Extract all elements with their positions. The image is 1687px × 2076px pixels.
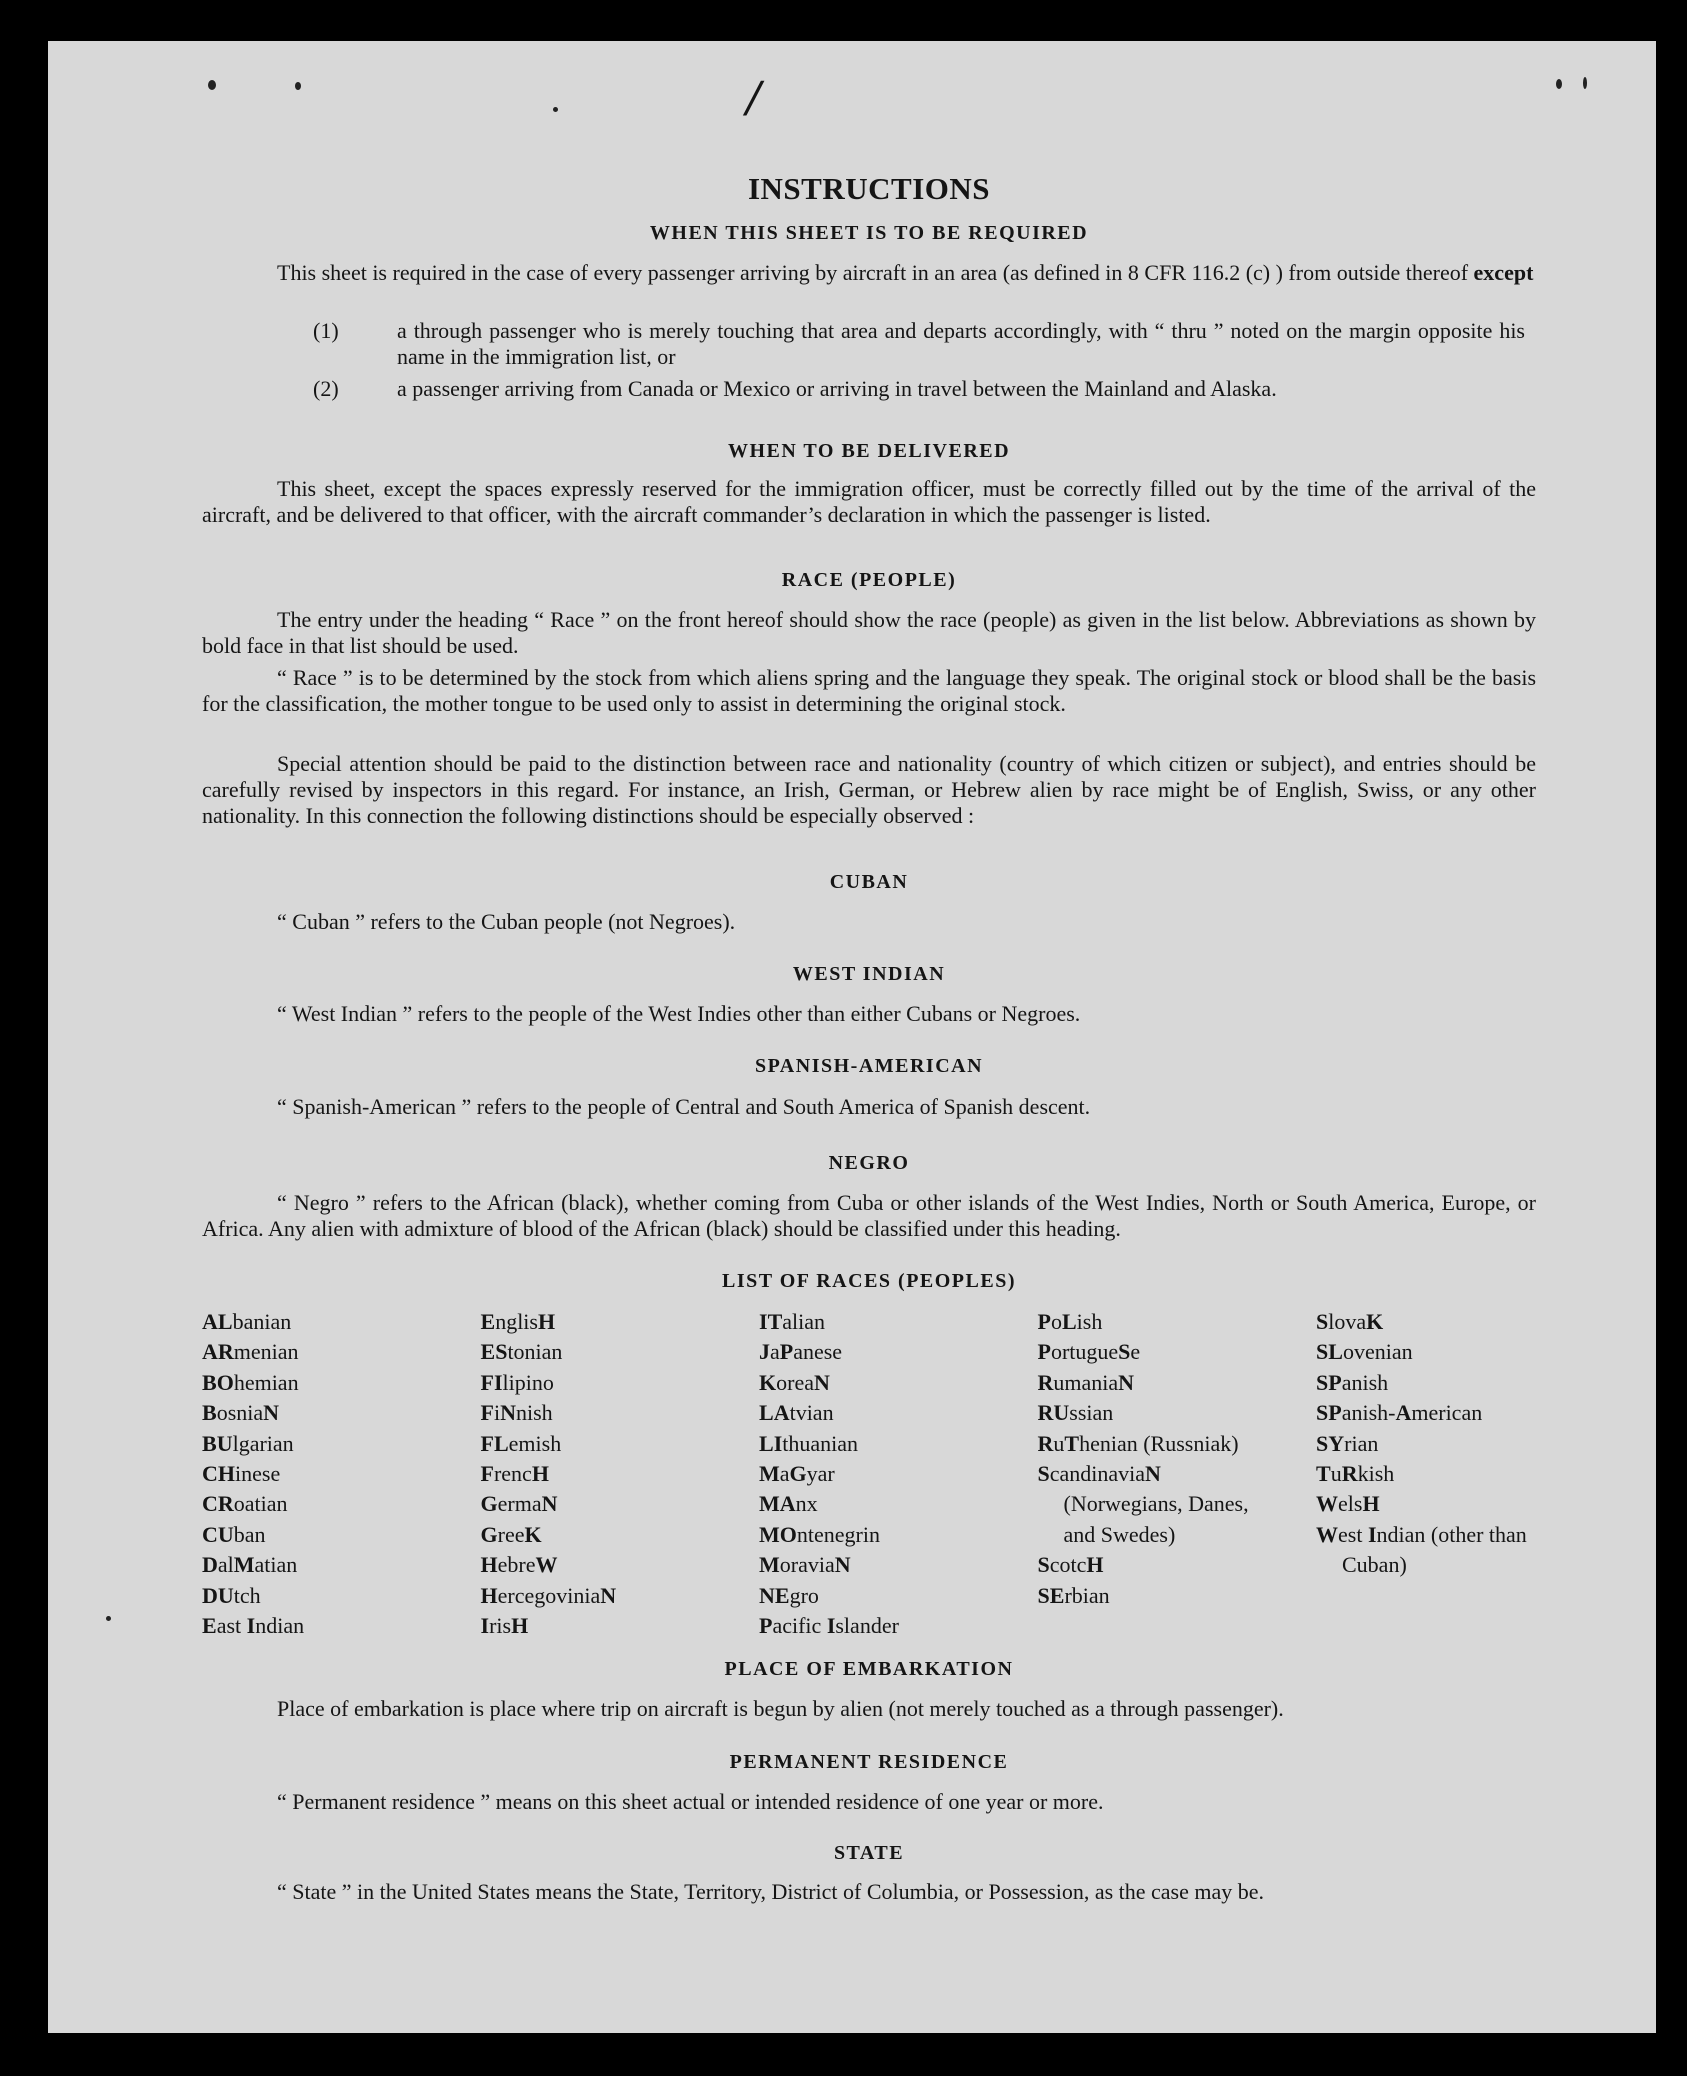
race-item: IrisH — [480, 1613, 529, 1639]
section-heading: WEST INDIAN — [792, 963, 946, 985]
race-item: RUssian — [1037, 1400, 1114, 1426]
race-item: FLemish — [480, 1430, 562, 1456]
race-item: FiNnish — [480, 1400, 553, 1426]
race-item: SPanish — [1316, 1369, 1389, 1395]
scan-speck — [553, 107, 558, 112]
race-item: MAnx — [759, 1491, 818, 1517]
race-item: WelsH — [1316, 1491, 1380, 1517]
section-paragraph: Place of embarkation is place where trip on aircraft is begun by alien (not merely touched as a through passenger). — [277, 1696, 1284, 1721]
section-paragraph: “ Race ” is to be determined by the stock from which aliens spring and the language they speak. The original stock or blood shall be the basis for the classification, the mother tongue to be used only to assist in determining the original stock. — [202, 665, 1536, 716]
section-heading: PERMANENT RESIDENCE — [729, 1751, 1009, 1773]
section-paragraph: “ West Indian ” refers to the people of the West Indies other than either Cubans or Negroes. — [277, 1001, 1081, 1026]
section-heading: STATE — [833, 1842, 905, 1864]
race-list — [202, 1307, 1532, 1641]
race-column — [1038, 1307, 1268, 1641]
race-item: KoreaN — [759, 1369, 830, 1395]
race-item: SlovaK — [1316, 1309, 1384, 1334]
section-paragraph: Special attention should be paid to the distinction between race and nationality (country of which citizen or subject), and entries should be carefully revised by inspectors in this regard. For instance, an Irish, German, or Hebrew alien by race might be of English, Swiss, or any other nationality. In this connection the following distinctions should be especially observed : — [202, 751, 1536, 828]
list-item-number: (2) — [313, 376, 339, 401]
scan-speck — [106, 1616, 111, 1621]
section-paragraph: “ State ” in the United States means the State, Territory, District of Columbia, or Possession, as the case may be. — [277, 1879, 1265, 1904]
race-item: ALbanian — [202, 1309, 292, 1334]
race-item: SYrian — [1316, 1430, 1379, 1456]
race-item: RumaniaN — [1037, 1369, 1135, 1395]
race-column — [759, 1307, 989, 1641]
race-item: West Indian (other than Cuban) — [1316, 1521, 1527, 1578]
section-heading: NEGRO — [828, 1152, 910, 1174]
list-item — [313, 318, 1525, 370]
race-item: EnglisH — [480, 1309, 556, 1334]
race-item: PortugueSe — [1037, 1339, 1141, 1365]
race-item: HebreW — [480, 1552, 558, 1578]
race-item: MaGyar — [759, 1461, 835, 1487]
scan-speck — [1556, 79, 1562, 89]
page-mark: / — [746, 70, 761, 127]
race-item: GreeK — [480, 1521, 542, 1547]
page-title: INSTRUCTIONS — [747, 171, 990, 206]
scan-speck — [208, 80, 216, 90]
race-item: ScandinaviaN (Norwegians, Danes, and Swedes) — [1037, 1461, 1249, 1547]
section-paragraph: “ Cuban ” refers to the Cuban people (not Negroes). — [277, 909, 736, 934]
race-item: MoraviaN — [759, 1552, 851, 1578]
section-paragraph: This sheet is required in the case of every passenger arriving by aircraft in an area (as defined in 8 CFR 116.2 (c) ) from outside thereof except — [277, 260, 1534, 285]
section-heading: WHEN TO BE DELIVERED — [727, 440, 1011, 462]
section-heading: WHEN THIS SHEET IS TO BE REQUIRED — [649, 222, 1089, 244]
section-paragraph: The entry under the heading “ Race ” on the front hereof should show the race (people) as given in the list below. Abbreviations as shown by bold face in that list should be used. — [202, 607, 1536, 658]
race-item: DalMatian — [202, 1552, 298, 1578]
race-column — [202, 1307, 432, 1641]
race-item: SPanish-American — [1316, 1400, 1483, 1426]
race-item: FIlipino — [480, 1369, 554, 1395]
race-item: ARmenian — [202, 1339, 299, 1365]
race-item: CHinese — [202, 1461, 281, 1487]
race-item: GermaN — [480, 1491, 558, 1517]
race-item: LAtvian — [759, 1400, 834, 1426]
list-item-text: a passenger arriving from Canada or Mexico or arriving in travel between the Mainland and Alaska. — [397, 376, 1277, 401]
race-column — [1316, 1307, 1532, 1641]
document-page — [48, 41, 1656, 2033]
scan-speck — [295, 82, 301, 90]
race-item: BUlgarian — [202, 1430, 294, 1456]
race-item: CRoatian — [202, 1491, 288, 1517]
race-item: HercegoviniaN — [480, 1582, 617, 1608]
section-heading: SPANISH-AMERICAN — [754, 1055, 984, 1077]
list-item-number: (1) — [313, 318, 339, 343]
race-item: East Indian — [202, 1613, 305, 1639]
list-item — [313, 376, 1525, 402]
race-item: EStonian — [480, 1339, 563, 1365]
race-item: MOntenegrin — [759, 1521, 880, 1547]
emphasis-text: except — [1473, 260, 1534, 285]
section-paragraph: This sheet, except the spaces expressly reserved for the immigration officer, must be correctly filled out by the time of the arrival of the aircraft, and be delivered to that officer, with the aircraft commander’s declaration in which the passenger is listed. — [202, 476, 1536, 527]
section-heading: CUBAN — [829, 871, 909, 893]
race-item: RuThenian (Russniak) — [1037, 1430, 1239, 1456]
race-item: FrencH — [480, 1461, 549, 1487]
race-item: JaPanese — [759, 1339, 843, 1365]
race-item: CUban — [202, 1521, 266, 1547]
race-item: NEgro — [759, 1582, 819, 1608]
scan-speck — [1583, 77, 1587, 89]
race-item: DUtch — [202, 1582, 261, 1608]
race-item: ITalian — [759, 1309, 826, 1334]
race-item: SLovenian — [1316, 1339, 1413, 1365]
section-paragraph: “ Permanent residence ” means on this sheet actual or intended residence of one year or more. — [277, 1789, 1104, 1814]
section-paragraph: “ Negro ” refers to the African (black), whether coming from Cuba or other islands of the West Indies, North or South America, Europe, or Africa. Any alien with admixture of blood of the African (black) should be classified under this heading. — [202, 1190, 1536, 1241]
race-item: ScotcH — [1037, 1552, 1104, 1578]
race-item: Pacific Islander — [759, 1613, 899, 1639]
race-item: BOhemian — [202, 1369, 299, 1395]
list-item-text: a through passenger who is merely touching that area and departs accordingly, with “ thru ” noted on the margin opposite his name in the immigration list, or — [397, 318, 1525, 369]
section-heading: LIST OF RACES (PEOPLES) — [721, 1270, 1016, 1292]
race-item: SErbian — [1037, 1582, 1110, 1608]
race-item: PoLish — [1037, 1309, 1103, 1334]
race-column — [481, 1307, 711, 1641]
race-item: TuRkish — [1316, 1461, 1395, 1487]
race-item: LIthuanian — [759, 1430, 859, 1456]
race-item: BosniaN — [202, 1400, 280, 1426]
section-paragraph: “ Spanish-American ” refers to the people of Central and South America of Spanish descent. — [277, 1094, 1091, 1119]
section-heading: RACE (PEOPLE) — [781, 569, 957, 591]
section-heading: PLACE OF EMBARKATION — [724, 1658, 1014, 1680]
